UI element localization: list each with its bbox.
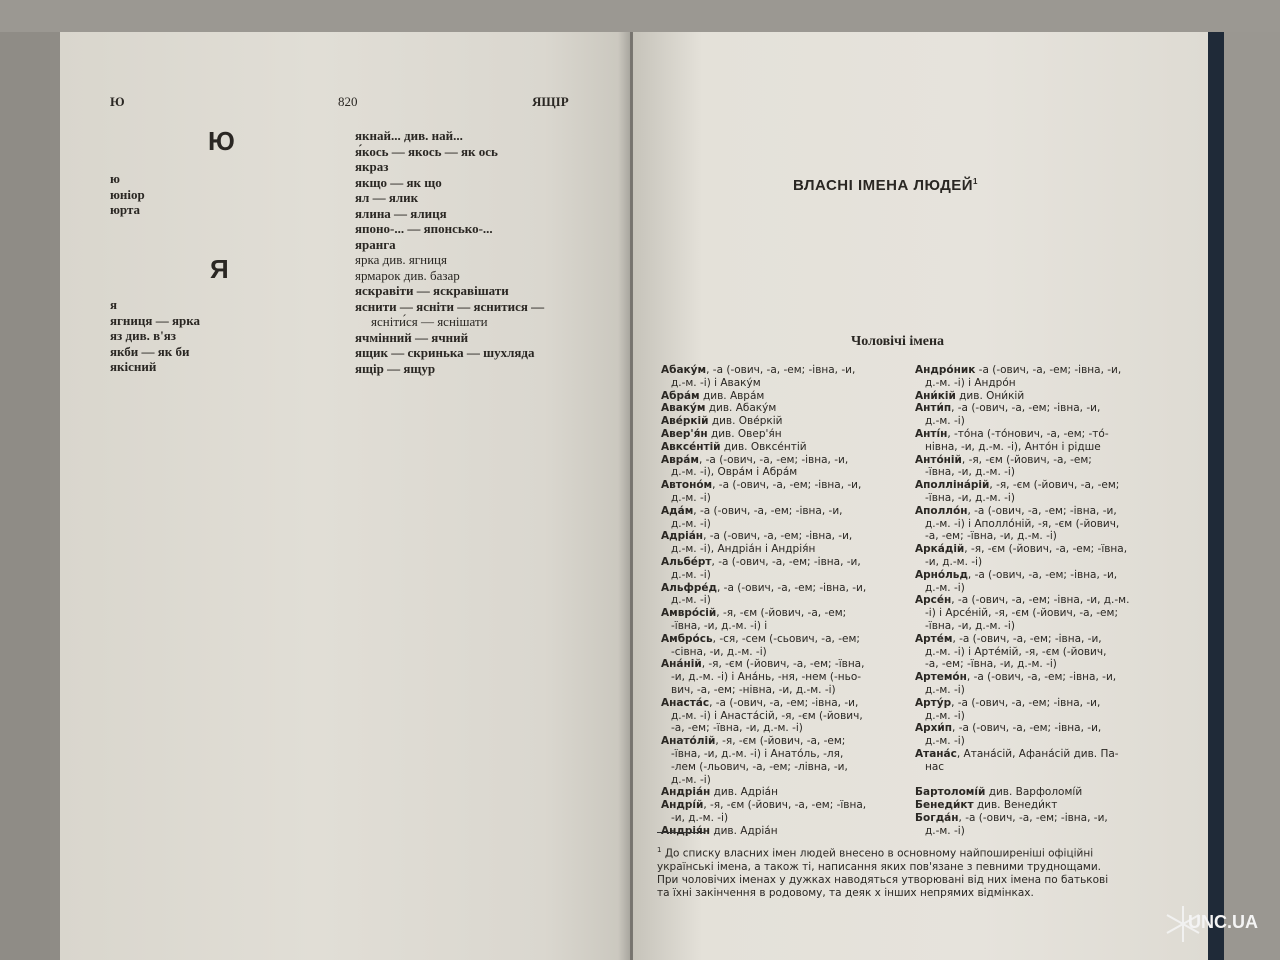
dictionary-entry: я́кось — якось — як ось	[355, 143, 498, 159]
name-entry-line: нас	[925, 760, 945, 773]
name-entry-line: -ївна, -и, д.-м. -і)	[925, 619, 1015, 632]
right-page	[633, 32, 1208, 960]
name-entry-line: д.-м. -і) і Арте́мій, -я, -єм (-йович,	[925, 645, 1107, 658]
name-entry-line: -і) і Арсе́ній, -я, -єм (-йович, -а, -ем;	[925, 607, 1118, 620]
name-entry-line: Богда́н, -а (-ович, -а, -ем; -івна, -и,	[915, 811, 1108, 824]
footnote-line: При чоловічих іменах у дужках наводяться утворювані від них імена по батькові	[657, 873, 1109, 886]
name-entry-line: Арно́льд, -а (-ович, -а, -ем; -івна, -и,	[915, 568, 1118, 581]
name-entry-line: Абаку́м, -а (-ович, -а, -ем; -івна, -и,	[661, 364, 856, 376]
name-entry-line: Анті́н, -то́на (-то́нович, -а, -ем; -то́-	[915, 427, 1109, 440]
name-entry-line: -и, д.-м. -і) і Ана́нь, -ня, -нем (-ньо-	[671, 671, 862, 684]
dictionary-entry: я	[110, 297, 118, 312]
name-entry-line: Адріа́н, -а (-ович, -а, -ем; -івна, -и,	[661, 530, 853, 543]
running-head-left: Ю	[110, 94, 125, 109]
dictionary-entry-continued: ясніти́ся — яснішати	[371, 314, 488, 329]
name-entry-line: Ада́м, -а (-ович, -а, -ем; -івна, -и,	[661, 504, 843, 517]
name-entry-line: -а, -ем; -ївна, -и, д.-м. -і)	[925, 530, 1057, 543]
name-entry-line: -ївна, -и, д.-м. -і)	[925, 466, 1015, 479]
name-entry-line: Андріа́н див. Адріа́н	[661, 786, 778, 799]
right-column-entries	[355, 128, 544, 376]
names-column-2	[915, 364, 1129, 837]
dictionary-entry: яснити — ясніти — яснитися —	[355, 298, 545, 314]
dictionary-entry: ю	[110, 171, 120, 186]
footnote-mark: 1	[657, 846, 662, 854]
name-entry-line: -а, -ем; -ївна, -и, д.-м. -і)	[671, 722, 803, 735]
name-entry-line: Арка́дій, -я, -єм (-йович, -а, -ем; -ївна,	[915, 543, 1128, 556]
name-entry-line: д.-м. -і)	[925, 824, 965, 837]
footnote-rule	[657, 832, 705, 833]
name-entry-line: д.-м. -і), Овра́м і Абра́м	[671, 466, 798, 479]
name-entry-line: Авксе́нтій див. Овксе́нтій	[661, 440, 807, 453]
name-entry-line: Альфре́д, -а (-ович, -а, -ем; -івна, -и,	[661, 581, 867, 594]
yu-entries	[110, 171, 145, 218]
footnote-line: та їхні закінчення в родовому, та деяк х інших непрямих відмінках.	[657, 886, 1034, 899]
dictionary-entry: яскравіти — яскравішати	[355, 283, 509, 298]
watermark-text: UNC.UA	[1188, 912, 1258, 932]
name-entry-line: Аве́ркій див. Ове́ркій	[661, 415, 783, 428]
name-entry-line: -ївна, -и, д.-м. -і) і	[671, 619, 768, 632]
name-entry-line: д.-м. -і) і Анаста́сій, -я, -єм (-йович,	[671, 709, 863, 722]
footnote-text: До списку власних імен людей внесено в основному найпоширеніші офіційні	[664, 847, 1094, 860]
name-entry-line: д.-м. -і)	[671, 491, 711, 504]
dictionary-entry: юрта	[110, 202, 141, 217]
name-entry-line: Архи́п, -а (-ович, -а, -ем; -івна, -и,	[915, 722, 1102, 735]
section-title	[793, 177, 978, 194]
name-entry-line: -лем (-льович, -а, -ем; -лівна, -и,	[671, 760, 848, 773]
name-entry-line: д.-м. -і), Андріа́н і Андрія́н	[671, 543, 816, 556]
name-entry-line: Андрі́й, -я, -єм (-йович, -а, -ем; -ївна,	[661, 799, 867, 812]
name-entry-line: Амвро́сій, -я, -єм (-йович, -а, -ем;	[661, 607, 847, 620]
dictionary-entry: ягниця — ярка	[110, 312, 200, 328]
name-entry-line: д.-м. -і)	[671, 517, 711, 530]
name-entry-line: Андро́ник -а (-ович, -а, -ем; -івна, -и,	[915, 364, 1122, 376]
dictionary-entry: яранга	[355, 236, 396, 252]
dictionary-entry: ящик — скринька — шухляда	[355, 345, 535, 360]
dictionary-entry: ярка див. ягниця	[355, 252, 447, 267]
title-footnote-mark: 1	[973, 177, 978, 186]
name-entry-line: д.-м. -і)	[925, 683, 965, 696]
name-entry-line: Андрія́н див. Адріа́н	[661, 824, 778, 837]
name-entry-line: -ївна, -и, д.-м. -і)	[925, 491, 1015, 504]
footnote-line: українські імена, а також ті, написання яких пов'язане з певними труднощами.	[657, 860, 1101, 873]
name-entry-line: -сівна, -и, д.-м. -і)	[671, 645, 767, 658]
name-entry-line: Ана́ній, -я, -єм (-йович, -а, -ем; -ївна,	[661, 658, 865, 671]
name-entry-line: д.-м. -і)	[925, 415, 965, 428]
name-entry-line: Амбро́сь, -ся, -сем (-сьович, -а, -ем;	[661, 632, 860, 645]
dictionary-entry: якнай... див. най...	[355, 128, 463, 143]
name-entry-line: д.-м. -і)	[671, 594, 711, 607]
name-entry-line: д.-м. -і)	[925, 709, 965, 722]
dictionary-entry: якісний	[110, 359, 157, 374]
name-entry-line: Автоно́м, -а (-ович, -а, -ем; -івна, -и,	[661, 479, 862, 492]
section-letter-yu: Ю	[208, 126, 235, 156]
background-right	[1224, 32, 1280, 960]
name-entry-line: Аполліна́рій, -я, -єм (-йович, -а, -ем;	[915, 479, 1120, 492]
name-entry-line: Альбе́рт, -а (-ович, -а, -ем; -івна, -и,	[661, 555, 861, 568]
dictionary-entry: яз див. в'яз	[110, 328, 176, 343]
name-entry-line: д.-м. -і) і Аполло́ній, -я, -єм (-йович,	[925, 517, 1120, 530]
dictionary-entry: ящір — ящур	[355, 360, 436, 376]
name-entry-line: Анато́лій, -я, -єм (-йович, -а, -ем;	[661, 735, 846, 748]
section-title-text: ВЛАСНІ ІМЕНА ЛЮДЕЙ	[793, 177, 974, 194]
name-entry-line: -а, -ем; -ївна, -и, д.-м. -і)	[925, 658, 1057, 671]
dictionary-entry: ялина — ялиця	[355, 205, 447, 221]
dictionary-entry: ял — ялик	[355, 190, 419, 205]
name-entry-line: Аваку́м див. Абаку́м	[661, 402, 777, 415]
name-entry-line: Анаста́с, -а (-ович, -а, -ем; -івна, -и,	[661, 696, 859, 709]
name-entry-line: д.-м. -і) і Аваку́м	[671, 376, 761, 389]
footnote-line	[657, 844, 1127, 861]
name-entry-line	[915, 774, 1129, 787]
name-entry-line: нівна, -и, д.-м. -і), Анто́н і рідше	[925, 440, 1101, 453]
name-entry-line: Авер'я́н див. Овер'я́н	[661, 427, 782, 440]
page-number: 820	[338, 94, 358, 109]
name-entry-line: д.-м. -і)	[925, 581, 965, 594]
name-entry-line: Авра́м, -а (-ович, -а, -ем; -івна, -и,	[661, 453, 849, 466]
book-cover-edge	[1208, 32, 1224, 960]
name-entry-line: Анти́п, -а (-ович, -а, -ем; -івна, -и,	[915, 402, 1101, 415]
dictionary-entry: юніор	[110, 186, 145, 202]
name-entry-line: д.-м. -і)	[671, 568, 711, 581]
name-entry-line: -и, д.-м. -і)	[925, 555, 983, 568]
names-column-1	[661, 364, 866, 837]
name-entry-line: Абра́м див. Авра́м	[661, 389, 765, 402]
footnote	[657, 844, 1127, 900]
background-top	[0, 0, 1280, 32]
name-entry-line: Атана́с, Атана́сій, Афана́сій див. Па-	[915, 747, 1119, 760]
name-entry-line: д.-м. -і) і Андро́н	[925, 376, 1016, 389]
dictionary-entry: ячмінний — ячний	[355, 329, 469, 345]
name-entry-line: Арту́р, -а (-ович, -а, -ем; -івна, -и,	[915, 696, 1101, 709]
dictionary-entry: якщо — як що	[355, 174, 442, 190]
ya-entries	[110, 297, 200, 375]
name-entry-line: Аполло́н, -а (-ович, -а, -ем; -івна, -и,	[915, 504, 1117, 517]
dictionary-entry: якби — як би	[110, 343, 190, 359]
dictionary-entry: японо-... — японсько-...	[355, 221, 493, 236]
name-entry-line: вич, -а, -ем; -нівна, -и, д.-м. -і)	[671, 683, 836, 696]
dictionary-entry: якраз	[355, 159, 389, 174]
name-entry-line: -ївна, -и, д.-м. -і) і Анато́ль, -ля,	[671, 747, 844, 760]
section-letter-ya: Я	[210, 254, 229, 284]
section-subtitle: Чоловічі імена	[851, 334, 945, 349]
name-entry-line: Арсе́н, -а (-ович, -а, -ем; -івна, -и, д.-м.	[915, 594, 1130, 607]
name-entry-line: Бартоломі́й див. Варфоломі́й	[915, 786, 1083, 799]
name-entry-line: -и, д.-м. -і)	[671, 811, 729, 824]
dictionary-entry: ярмарок див. базар	[355, 267, 460, 283]
name-entry-line: Артемо́н, -а (-ович, -а, -ем; -івна, -и,	[915, 671, 1117, 684]
name-entry-line: д.-м. -і)	[925, 735, 965, 748]
name-entry-line: Арте́м, -а (-ович, -а, -ем; -івна, -и,	[915, 632, 1102, 645]
name-entry-line: Бенеди́кт див. Венеди́кт	[915, 799, 1058, 812]
running-head-right: ЯЩІР	[532, 94, 569, 109]
left-page	[60, 32, 630, 960]
name-entry-line: д.-м. -і)	[671, 773, 711, 786]
name-entry-line: Ани́кій див. Они́кій	[915, 389, 1025, 402]
name-entry-line: Анто́ній, -я, -єм (-йович, -а, -ем;	[915, 453, 1092, 466]
